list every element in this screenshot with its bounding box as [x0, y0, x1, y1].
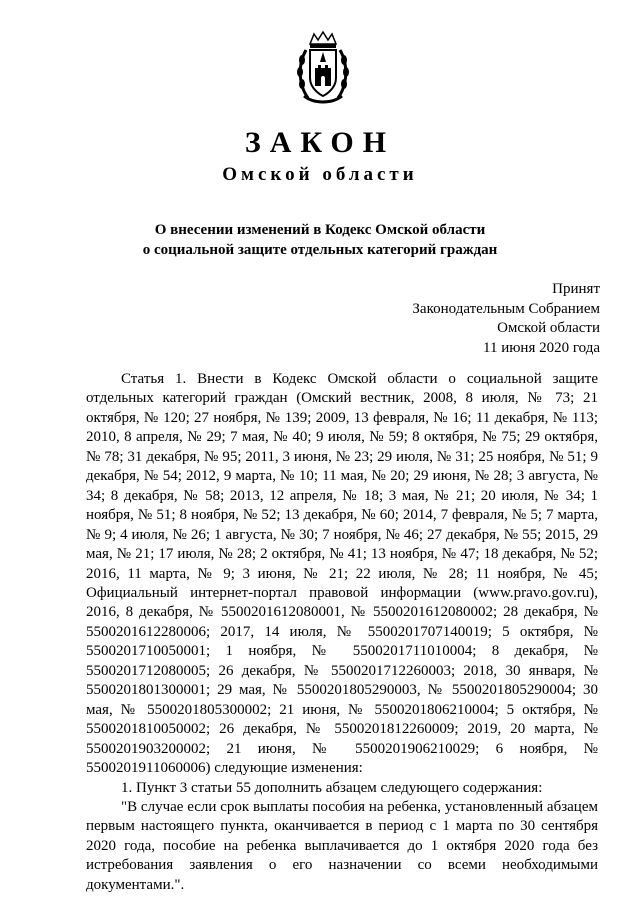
law-body — [86, 370, 598, 895]
quoted-amendment: "В случае если срок выплаты пособия на ребенка, установленный абзацем первым настоящего пункта, оканчивается в период с 1 марта по 30 сентября 2020 года, пособие на ребенка выплачивается до 1 октября 2020 года без истребования заявления о его назначении со всеми необходимыми документами.". — [86, 798, 598, 893]
omsk-coat-of-arms-icon — [294, 30, 352, 106]
article-1-paragraph: Статья 1. Внести в Кодекс Омской области о социальной защите отдельных категорий граждан (Омский вестник, 2008, 8 июля, № 73; 21 октября, № 120; 27 ноября, № 139; 2009, 13 февраля, № 16; 11 декабря, № 113; 2010, 8 апреля, № 29; 7 мая, № 40; 9 июля, № 59; 8 октября, № 75; 29 октября, № 78; 31 декабря, № 95; 2011, 3 июня, № 23; 29 июля, № 31; 25 ноября, № 51; 9 декабря, № 54; 2012, 9 марта, № 10; 11 мая, № 20; 29 июня, № 28; 3 августа, № 34; 8 декабря, № 58; 2013, 12 апреля, № 18; 3 мая, № 21; 20 июля, № 34; 1 ноября, № 51; 8 ноября, № 52; 13 декабря, № 60; 2014, 7 февраля, № 5; 7 марта, № 9; 4 июля, № 26; 1 августа, № 30; 7 ноября, № 46; 27 декабря, № 55; 2015, 29 мая, № 21; 17 июля, № 28; 2 октября, № 41; 13 ноября, № 47; 18 декабря, № 52; 2016, 11 марта, № 9; 3 июня, № 21; 22 июля, № 28; 11 ноября, № 45; Официальный интернет-портал правовой информации (www.pravo.gov.ru), 2016, 8 декабря, № 5500201612080001, № 5500201612080002; 28 декабря, № 5500201612280006; 2017, 14 июля, № 5500201707140019; 5 октября, № 5500201710050001; 1 ноября, № 5500201711010004; 8 декабря, № 5500201712080005; 26 декабря, № 5500201712260003; 2018, 30 января, № 5500201801300001; 29 мая, № 5500201805290003, № 5500201805290004; 30 мая, № 5500201805300002; 21 июня, № 5500201806210004; 5 октября, № 5500201810050002; 26 декабря, № 5500201812260009; 2019, 20 марта, № 5500201903200002; 21 июня, № 5500201906210029; 6 ноября, № 5500201911060006) следующие изменения: — [86, 371, 598, 777]
point-1-paragraph: 1. Пункт 3 статьи 55 дополнить абзацем следующего содержания: — [121, 779, 543, 796]
adoption-date: 11 июня 2020 года — [483, 339, 600, 356]
adoption-line: Законодательным Собранием — [412, 300, 600, 317]
adoption-line: Омской области — [497, 320, 600, 336]
document-subtitle: Омской области — [222, 164, 418, 185]
document-title: ЗАКОН — [244, 126, 396, 159]
law-heading-line: О внесении изменений в Кодекс Омской области — [154, 222, 486, 238]
adoption-block — [412, 280, 600, 358]
adoption-line: Принят — [552, 281, 600, 297]
law-heading — [0, 220, 640, 260]
law-heading-line: о социальной защите отдельных категорий граждан — [142, 242, 498, 258]
